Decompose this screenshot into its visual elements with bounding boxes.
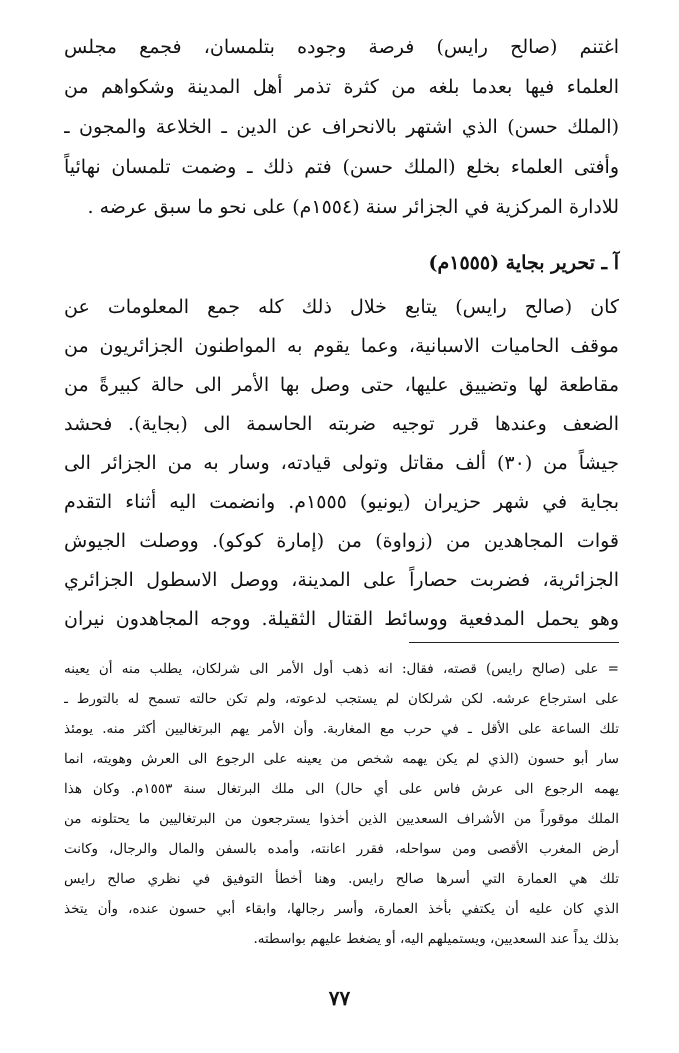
section-heading: آ ـ تحرير بجاية (١٥٥٥م) — [428, 252, 619, 274]
paragraph-2-line: الضعف وعندها قرر توجيه ضربته الحاسمة الى (بجاية). فحشد — [64, 413, 619, 435]
footnote-separator — [409, 642, 619, 643]
paragraph-1-line: للادارة المركزية في الجزائر سنة (١٥٥٤م) على نحو ما سبق عرضه . — [87, 196, 619, 218]
paragraph-1-line: اغتنم (صالح رايس) فرصة وجوده بتلمسان، فجمع مجلس — [64, 36, 619, 58]
paragraph-2-line: الجزائرية، فضربت حصاراً على المدينة، ووصل الاسطول الجزائري — [64, 569, 619, 591]
paragraph-2-line: موقف الحاميات الاسبانية، وعما يقوم به المواطنون الجزائريون من — [64, 335, 619, 357]
paragraph-2-line: قوات المجاهدين من (زواوة) من (إمارة كوكو). ووصلت الجيوش — [64, 530, 619, 552]
footnote-line: تلك الساعة على الأقل ـ في حرب مع المغاربة. وأن الأمر يهم البرتغاليين أكثر منه. يومئذ — [64, 721, 619, 737]
footnote-line: = على (صالح رايس) قصته، فقال: انه ذهب أول الأمر الى شرلكان، يطلب منه أن يعينه — [64, 661, 619, 677]
paragraph-1-line: وأفتى العلماء بخلع (الملك حسن) فتم ذلك ـ وضمت تلمسان نهائياً — [64, 156, 619, 178]
footnote-line: الذي كان عليه أن يكتفي بأخذ العمارة، وأسر رجالها، وابقاء أبي حسون عنده، وأن يتخذ — [64, 901, 619, 917]
footnote-line: أرض المغرب الأقصى ومن سواحله، فقرر اعانته، وأمده بالسفن والمال والرجال، وكانت — [64, 841, 619, 857]
paragraph-1-line: (الملك حسن) الذي اشتهر بالانحراف عن الدين ـ الخلاعة والمجون ـ — [64, 116, 619, 138]
paragraph-2-line: مقاطعة لها وتضييق عليها، حتى وصل بها الأمر الى حالة كبيرةً من — [64, 374, 619, 396]
footnote-line: بذلك يداً عند السعديين، ويستميلهم اليه، أو يضغط عليهم بواسطته. — [253, 931, 619, 947]
paragraph-2-line: جيشاً من (٣٠) ألف مقاتل وتولى قيادته، وسار به من الجزائر الى — [64, 452, 619, 474]
footnote-line: سار أبو حسون (الذي لم يكن يهمه شخص من يعينه على الرجوع الى العرش وهويته، انما — [64, 751, 619, 767]
footnote-line: تلك هي العمارة التي أسرها صالح رايس. وهنا أخطأ التوفيق في نظري صالح رايس — [64, 871, 619, 887]
footnote-line: يهمه الرجوع الى عرش فاس على أي حال) الى ملك البرتغال سنة ١٥٥٣م. وكان هذا — [64, 781, 619, 797]
footnote-line: الملك موقوراً من الأشراف السعديين الذين أخذوا يسترجعون من البرتغاليين ما يحتلونه من — [64, 811, 619, 827]
page-number: ٧٧ — [328, 986, 351, 1010]
footnote-line: على استرجاع عرشه. لكن شرلكان لم يستجب لدعوته، ولم تكن حالته تسمح له بالتورط ـ — [64, 691, 619, 707]
paragraph-2-line: وهو يحمل المدفعية ووسائط القتال الثقيلة. ووجه المجاهدون نيران — [64, 608, 619, 630]
paragraph-2-line: بجاية في شهر حزيران (يونيو) ١٥٥٥م. وانضمت اليه أثناء التقدم — [64, 491, 619, 513]
paragraph-1-line: العلماء فيها بعدما بلغه من كثرة تذمر أهل المدينة وشكواهم من — [64, 76, 619, 98]
paragraph-2-line: كان (صالح رايس) يتابع خلال ذلك كله جمع المعلومات عن — [64, 296, 619, 318]
